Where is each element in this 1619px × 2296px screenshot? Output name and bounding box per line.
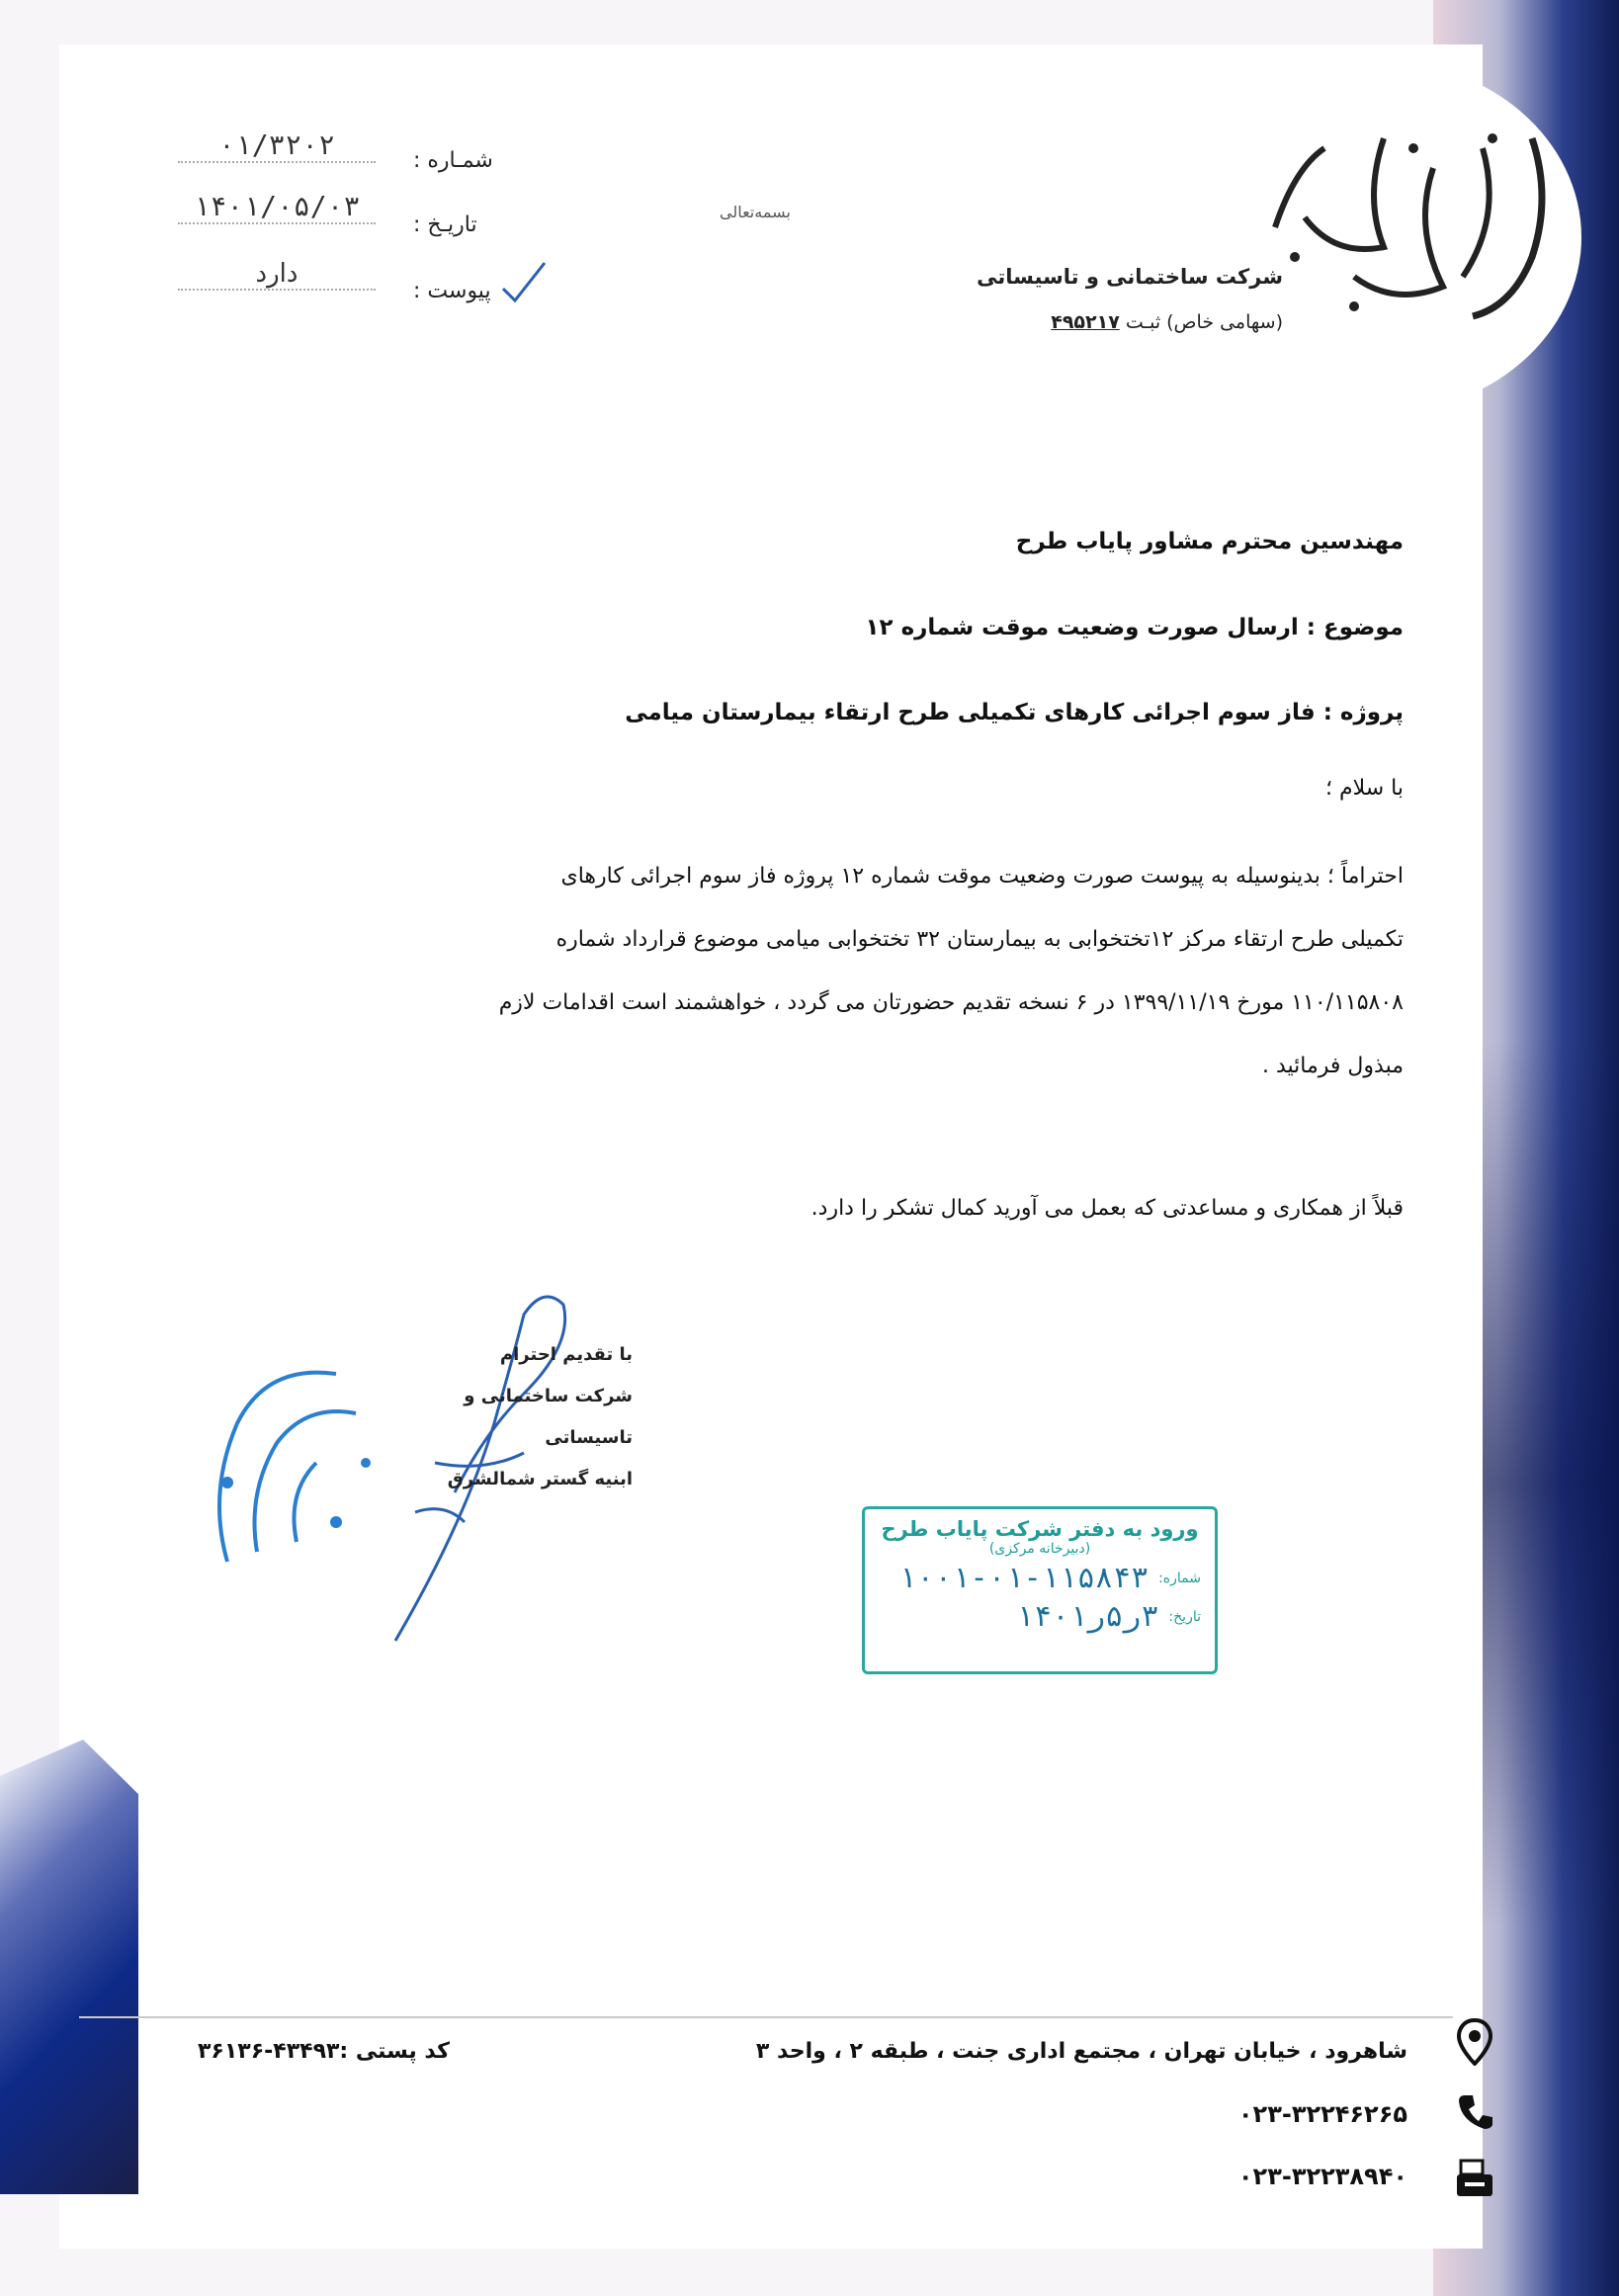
greeting: با سلام ؛ <box>1325 776 1404 801</box>
company-type-text: (سهامی خاص) ثبـت <box>1125 311 1283 333</box>
stamp-date-label: تاریخ: <box>1168 1608 1201 1625</box>
number-value: ۰۱/۳۲۰۲ <box>178 128 376 163</box>
date-label: تاریـخ : <box>413 213 477 237</box>
stamp-title: ورود به دفتر شرکت پایاب طرح <box>881 1517 1199 1541</box>
addressee: مهندسین محترم مشاور پایاب طرح <box>1015 529 1404 554</box>
body-line: احتراماً ؛ بدینوسیله به پیوست صورت وضعیت موقت شماره ۱۲ پروژه فاز سوم اجرائی کارهای <box>560 864 1404 889</box>
stamp-number-label: شماره: <box>1158 1570 1201 1586</box>
footer-address: شاهرود ، خیابان تهران ، مجتمع اداری جنت ، طبقه ۲ ، واحد ۳ <box>755 2039 1407 2064</box>
body-line: مبذول فرمائید . <box>1261 1054 1404 1078</box>
footer-phone: ۰۲۳-۳۲۲۴۶۲۶۵ <box>1237 2100 1407 2128</box>
number-label: شمـاره : <box>413 148 493 173</box>
body-line: تکمیلی طرح ارتقاء مرکز ۱۲تختخوابی به بیمارستان ۳۲ تختخوابی میامی موضوع قرارداد شماره <box>555 927 1404 952</box>
closing: قبلاً از همکاری و مساعدتی که بعمل می آورید کمال تشکر را دارد. <box>810 1196 1404 1221</box>
registration-number: ۴۹۵۲۱۷ <box>1051 311 1120 333</box>
signature-line: شرکت ساختمانی و تاسیساتی <box>464 1386 633 1448</box>
reception-stamp <box>862 1506 1218 1674</box>
stamp-subtitle: (دبیرخانه مرکزی) <box>988 1541 1091 1557</box>
besmellah: بسمه‌تعالی <box>720 203 791 221</box>
company-logo <box>1236 109 1572 336</box>
left-decorative-strip <box>0 1740 138 2194</box>
footer-postal-code: کد پستی :۴۳۴۹۳-۳۶۱۳۶ <box>198 2039 450 2064</box>
project: پروژه : فاز سوم اجرائی کارهای تکمیلی طرح ارتقاء بیمارستان میامی <box>625 700 1404 725</box>
subject: موضوع : ارسال صورت وضعیت موقت شماره ۱۲ <box>865 615 1404 640</box>
footer-divider <box>79 2016 1453 2018</box>
stamp-date-value: ۳ر۵ر۱۴۰۱ <box>1015 1599 1159 1634</box>
stamp-number-value: ۱۰۰۱-۰۱-۱۱۵۸۴۳ <box>898 1561 1150 1595</box>
date-value: ۱۴۰۱/۰۵/۰۳ <box>178 190 376 224</box>
signature-line: ابنیه گستر شمالشرق <box>447 1469 633 1489</box>
fax-icon <box>1449 2153 1500 2204</box>
signature-line: با تقدیم احترام <box>499 1344 633 1365</box>
attachment-label: پیوست : <box>413 279 491 303</box>
company-name: شرکت ساختمانی و تاسیساتی <box>977 265 1283 289</box>
attachment-value: دارد <box>178 259 376 291</box>
location-pin-icon <box>1449 2016 1500 2068</box>
phone-icon <box>1449 2085 1500 2137</box>
company-registration <box>1051 311 1283 333</box>
checkmark-icon <box>499 257 549 306</box>
letter-body <box>395 845 1404 1098</box>
signature-block <box>376 1334 633 1500</box>
body-line: ۱۱۰/۱۱۵۸۰۸ مورخ ۱۳۹۹/۱۱/۱۹ در ۶ نسخه تقدیم حضورتان می گردد ، خواهشمند است اقدامات لازم <box>498 990 1404 1015</box>
footer-fax: ۰۲۳-۳۲۲۳۸۹۴۰ <box>1237 2163 1407 2190</box>
